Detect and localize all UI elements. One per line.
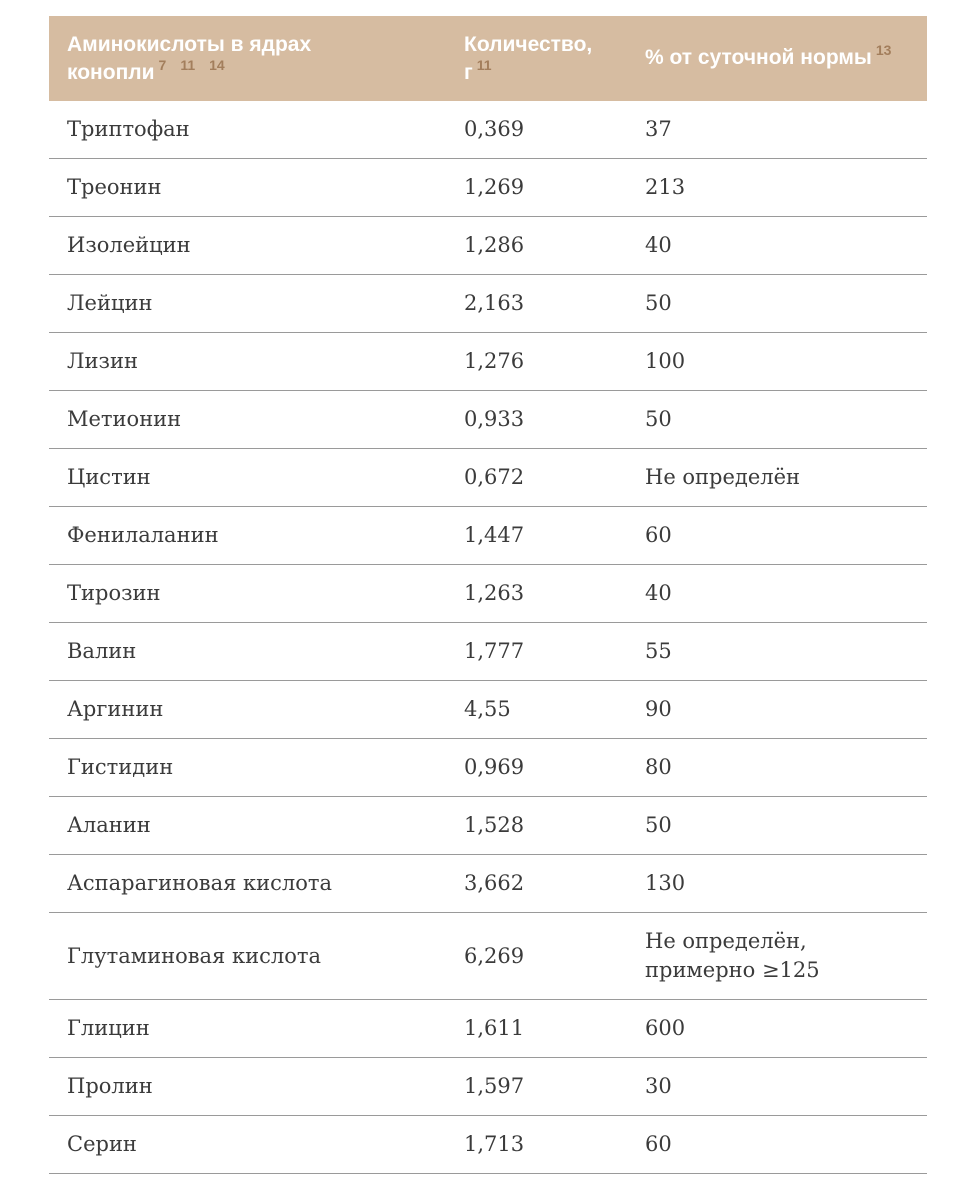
daily-percent-value: 50 [645, 291, 672, 315]
table-row [49, 275, 927, 333]
amount-value: 2,163 [464, 291, 525, 315]
daily-percent-line2: примерно ≥125 [645, 958, 820, 982]
table-row [49, 391, 927, 449]
daily-percent-value: Не определён [645, 465, 801, 489]
amino-acid-name: Аспарагиновая кислота [67, 871, 333, 895]
footnote-ref-11[interactable]: 11 [476, 57, 492, 73]
header-daily-percent [645, 44, 925, 73]
amount-value: 1,447 [464, 523, 525, 547]
amount-value: 0,969 [464, 755, 525, 779]
amino-acid-name: Лейцин [67, 291, 153, 315]
table-row [49, 1116, 927, 1174]
table-row [49, 1058, 927, 1116]
daily-percent-value: 37 [645, 117, 672, 141]
table-row [49, 623, 927, 681]
daily-percent-value: 30 [645, 1074, 672, 1098]
amount-value: 1,286 [464, 233, 525, 257]
footnote-ref-11[interactable]: 11 [180, 57, 196, 73]
amount-value: 1,263 [464, 581, 525, 605]
amino-acid-name: Гистидин [67, 755, 174, 779]
amino-acid-name: Тирозин [67, 581, 161, 605]
header-amount-line1: Количество, [464, 33, 593, 56]
amino-acid-name: Цистин [67, 465, 151, 489]
header-daily-percent-label: % от суточной нормы [645, 46, 872, 69]
header-amount-line2: г [464, 61, 473, 84]
amino-acid-name: Треонин [67, 175, 162, 199]
amino-acid-name: Валин [67, 639, 137, 663]
amount-value: 1,611 [464, 1016, 525, 1040]
header-amino-acids-line2: конопли [67, 61, 155, 84]
daily-percent-value: 130 [645, 871, 686, 895]
amino-acid-name: Серин [67, 1132, 137, 1156]
amount-value: 1,269 [464, 175, 525, 199]
table-body [49, 101, 927, 1174]
amino-acid-name: Глицин [67, 1016, 150, 1040]
daily-percent-value: 60 [645, 523, 672, 547]
table-row [49, 913, 927, 1000]
daily-percent-value: 213 [645, 175, 686, 199]
daily-percent-line1: Не определён, [645, 929, 807, 953]
daily-percent-value: 50 [645, 813, 672, 837]
daily-percent-value: 80 [645, 755, 672, 779]
header-amino-acids-line1: Аминокислоты в ядрах [67, 33, 312, 56]
amount-value: 1,777 [464, 639, 525, 663]
daily-percent-value: 50 [645, 407, 672, 431]
amino-acid-name: Пролин [67, 1074, 153, 1098]
table-row [49, 855, 927, 913]
table-row [49, 449, 927, 507]
amount-value: 4,55 [464, 697, 511, 721]
daily-percent-value: 60 [645, 1132, 672, 1156]
footnote-ref-13[interactable]: 13 [875, 42, 892, 58]
amino-acid-name: Аланин [67, 813, 151, 837]
amount-value: 1,528 [464, 813, 525, 837]
table-row [49, 159, 927, 217]
daily-percent-value [645, 913, 925, 999]
amount-value: 6,269 [464, 943, 525, 968]
footnote-ref-14[interactable]: 14 [209, 57, 225, 73]
daily-percent-value: 600 [645, 1016, 686, 1040]
table-row [49, 681, 927, 739]
footnote-ref-7[interactable]: 7 [158, 57, 167, 73]
amino-acid-name: Лизин [67, 349, 138, 373]
amount-value: 0,369 [464, 117, 525, 141]
amount-value: 0,672 [464, 465, 525, 489]
amount-value: 3,662 [464, 871, 525, 895]
table-row [49, 565, 927, 623]
amino-acid-name: Метионин [67, 407, 182, 431]
table-row [49, 739, 927, 797]
table-row [49, 333, 927, 391]
amount-value: 1,713 [464, 1132, 525, 1156]
amount-value: 1,597 [464, 1074, 525, 1098]
table-row [49, 507, 927, 565]
daily-percent-value: 40 [645, 581, 672, 605]
daily-percent-multiline [645, 927, 820, 985]
table-row [49, 1000, 927, 1058]
daily-percent-value: 40 [645, 233, 672, 257]
header-amino-acids [67, 31, 447, 88]
header-amount [464, 31, 634, 88]
table-header [49, 16, 927, 101]
amount-value: 1,276 [464, 349, 525, 373]
amino-acid-name: Изолейцин [67, 233, 191, 257]
daily-percent-value: 90 [645, 697, 672, 721]
amino-acid-name: Глутаминовая кислота [67, 943, 321, 968]
amino-acid-table [49, 16, 927, 1174]
amino-acid-name: Фенилаланин [67, 523, 219, 547]
daily-percent-value: 55 [645, 639, 672, 663]
table-row [49, 797, 927, 855]
amino-acid-name: Триптофан [67, 117, 190, 141]
table-row [49, 217, 927, 275]
daily-percent-value: 100 [645, 349, 686, 373]
amino-acid-name: Аргинин [67, 697, 164, 721]
amount-value: 0,933 [464, 407, 525, 431]
table-row [49, 101, 927, 159]
